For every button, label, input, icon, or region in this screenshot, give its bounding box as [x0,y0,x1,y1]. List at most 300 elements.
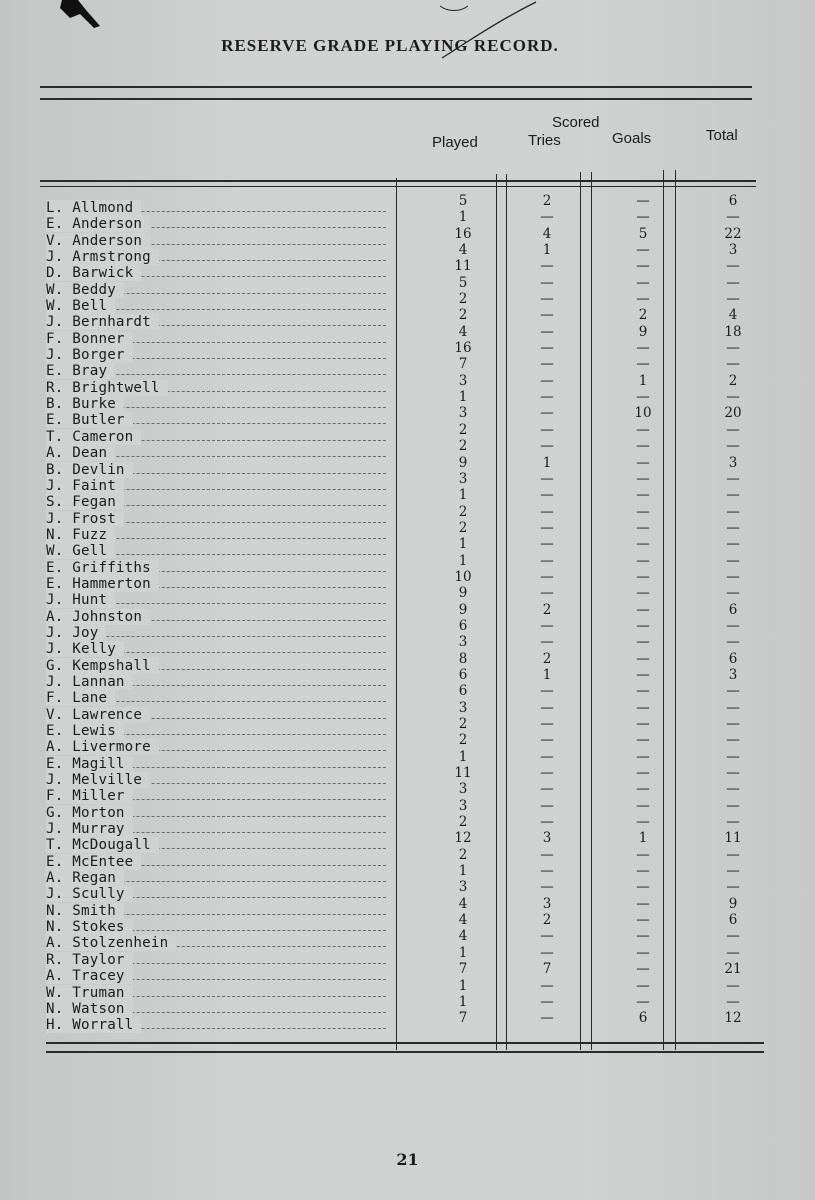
total-cell: — [726,879,740,896]
played-cell: 1 [458,487,468,504]
player-name-column [46,200,386,1034]
total-cell: — [726,209,740,226]
played-cell: 2 [458,503,468,520]
tries-cell: — [540,503,554,520]
player-name: J. Faint [46,477,116,494]
table-row [46,756,386,772]
goals-cell: — [636,258,650,275]
table-row [46,968,386,984]
table-row [46,462,386,478]
total-cell: — [726,716,740,732]
goals-cell: — [636,568,650,585]
player-name: R. Brightwell [46,379,160,396]
table-row [46,527,386,543]
tries-cell: — [540,748,554,765]
tries-cell: — [540,732,554,749]
column-divider [396,178,397,1050]
goals-cell: — [636,454,650,471]
player-name: J. Hunt [46,592,108,609]
tries-cell: — [540,993,554,1010]
player-name: J. Kelly [46,641,116,658]
goals-cell: 1 [638,372,648,389]
total-cell: 22 [724,225,742,242]
table-row [46,805,386,821]
total-cell: — [726,944,740,961]
goals-cell: — [636,340,650,357]
table-row [46,707,386,723]
tries-cell: — [540,716,554,732]
tries-cell: — [540,765,554,782]
total-cell: — [726,503,740,520]
tries-cell: — [540,797,554,814]
player-name: J. Borger [46,347,125,364]
goals-cell: — [636,863,650,880]
played-cell: 1 [458,977,468,994]
table-row [46,200,386,216]
played-cell: 4 [458,242,468,259]
goals-cell: — [636,797,650,814]
table-row [46,494,386,510]
goals-cell: — [636,470,650,487]
table-row [46,690,386,706]
goals-cell: — [636,912,650,929]
player-name: A. Tracey [46,968,125,985]
goals-cell: — [636,536,650,553]
table-row [46,478,386,494]
table-row [46,723,386,739]
table-row [46,511,386,527]
goals-cell: — [636,193,650,209]
tries-cell: — [540,781,554,798]
header-scored: Scored [552,114,600,131]
goals-cell: — [636,846,650,863]
player-name: R. Taylor [46,951,125,968]
tries-cell: — [540,291,554,308]
player-name: V. Anderson [46,232,143,249]
goals-cell: — [636,274,650,291]
tries-cell: — [540,372,554,389]
page-title: RESERVE GRADE PLAYING RECORD. [221,36,559,55]
header-rule [40,180,756,182]
total-cell: 2 [728,372,738,389]
total-cell: — [726,258,740,275]
goals-cell: — [636,781,650,798]
goals-cell: — [636,356,650,373]
goals-cell: — [636,748,650,765]
table-row [46,543,386,559]
table-row [46,1001,386,1017]
goals-cell: — [636,503,650,520]
goals-cell: — [636,650,650,667]
header-tries: Tries [528,132,561,149]
total-cell: 20 [724,405,742,422]
player-name: L. Allmond [46,200,134,216]
table-row [46,870,386,886]
player-name: W. Bell [46,298,108,315]
goals-cell: — [636,977,650,994]
goals-cell: — [636,421,650,438]
played-cell: 1 [458,209,468,226]
player-name: H. Worrall [46,1017,134,1034]
total-cell: — [726,863,740,880]
table-row [46,396,386,412]
total-cell: 12 [724,1010,742,1027]
total-cell: 9 [728,895,738,912]
played-cell: 9 [458,454,468,471]
table-row [46,412,386,428]
player-name: B. Burke [46,396,116,413]
total-cell: — [726,683,740,700]
table-row [46,739,386,755]
tries-cell: — [540,879,554,896]
tries-cell: — [540,568,554,585]
tries-cell: — [540,487,554,504]
goals-cell: — [636,291,650,308]
table-row [46,363,386,379]
played-cell: 6 [458,683,468,700]
player-name: G. Morton [46,804,125,821]
table-row [46,445,386,461]
player-name: E. McEntee [46,853,134,870]
table-row [46,903,386,919]
player-name: E. Magill [46,755,125,772]
tries-cell: — [540,634,554,651]
column-divider [496,174,497,1050]
goals-cell: — [636,944,650,961]
total-cell: — [726,470,740,487]
played-column [430,193,496,1027]
player-name: F. Lane [46,690,108,707]
played-cell: 2 [458,438,468,455]
tries-cell: — [540,405,554,422]
total-cell: — [726,340,740,357]
tries-cell: — [540,307,554,324]
table-row [46,265,386,281]
tries-column [512,193,582,1027]
total-cell: 3 [728,242,738,259]
played-cell: 5 [458,274,468,291]
played-cell: 4 [458,323,468,340]
tries-cell: 1 [542,666,552,683]
player-name: F. Miller [46,788,125,805]
page-number: 21 [396,1150,419,1169]
played-cell: 1 [458,993,468,1010]
played-cell: 7 [458,961,468,978]
goals-cell: — [636,879,650,896]
tries-cell: — [540,421,554,438]
player-name: G. Kempshall [46,657,151,674]
goals-cell: 10 [634,405,652,422]
played-cell: 3 [458,634,468,651]
played-cell: 2 [458,716,468,732]
player-name: A. Johnston [46,608,143,625]
table-row [46,919,386,935]
header-goals: Goals [612,130,652,147]
played-cell: 4 [458,912,468,929]
goals-cell: — [636,438,650,455]
player-name: A. Livermore [46,739,151,756]
player-name: J. Joy [46,624,99,641]
table-row [46,609,386,625]
player-name: A. Dean [46,445,108,462]
played-cell: 12 [454,830,472,847]
player-name: F. Bonner [46,330,125,347]
column-divider [591,172,592,1050]
total-cell: — [726,699,740,716]
total-cell: 6 [728,601,738,618]
goals-cell: — [636,895,650,912]
played-cell: 1 [458,389,468,406]
player-name: B. Devlin [46,461,125,478]
total-cell: — [726,617,740,634]
player-name: J. Armstrong [46,249,151,266]
player-name: J. Bernhardt [46,314,151,331]
total-cell: — [726,585,740,602]
total-cell: 4 [728,307,738,324]
total-cell: — [726,748,740,765]
tries-cell: — [540,863,554,880]
played-cell: 5 [458,193,468,209]
table-row [46,1017,386,1033]
bottom-rule-2 [46,1051,764,1053]
total-cell: 18 [724,323,742,340]
player-name: W. Truman [46,984,125,1001]
goals-cell: — [636,716,650,732]
table-row [46,282,386,298]
header-rule-2 [40,186,756,187]
table-row [46,935,386,951]
table-row [46,641,386,657]
tries-cell: — [540,536,554,553]
table-row [46,216,386,232]
tries-cell: 3 [542,830,552,847]
total-cell: — [726,977,740,994]
total-cell: 6 [728,912,738,929]
tries-cell: 1 [542,242,552,259]
played-cell: 3 [458,372,468,389]
tries-cell: — [540,470,554,487]
player-name: N. Smith [46,902,116,919]
played-cell: 2 [458,814,468,831]
goals-cell: 5 [638,225,648,242]
top-rule [40,86,752,88]
total-cell: — [726,846,740,863]
tries-cell: — [540,323,554,340]
ink-smudge [56,0,106,30]
tries-cell: — [540,209,554,226]
player-name: J. Lannan [46,673,125,690]
total-cell: — [726,421,740,438]
total-cell: — [726,993,740,1010]
played-cell: 2 [458,421,468,438]
player-name: N. Fuzz [46,526,108,543]
total-cell: — [726,487,740,504]
total-cell: 6 [728,193,738,209]
tries-cell: 2 [542,912,552,929]
goals-cell: 6 [638,1010,648,1027]
played-cell: 3 [458,699,468,716]
header-played: Played [432,134,478,151]
table-row [46,331,386,347]
player-name: E. Anderson [46,216,143,233]
played-cell: 3 [458,470,468,487]
header-total: Total [706,127,738,144]
tries-cell: — [540,356,554,373]
table-row [46,233,386,249]
player-name: E. Butler [46,412,125,429]
player-name: A. Regan [46,870,116,887]
tries-cell: — [540,585,554,602]
total-cell: — [726,634,740,651]
table-row [46,985,386,1001]
player-name: J. Murray [46,821,125,838]
total-cell: — [726,568,740,585]
tries-cell: — [540,814,554,831]
goals-cell: — [636,699,650,716]
tries-cell: — [540,438,554,455]
total-cell: 3 [728,666,738,683]
goals-cell: — [636,209,650,226]
goals-cell: — [636,552,650,569]
played-cell: 1 [458,863,468,880]
tries-cell: — [540,683,554,700]
tries-cell: 2 [542,193,552,209]
tries-cell: — [540,552,554,569]
goals-cell: — [636,487,650,504]
player-name: D. Barwick [46,265,134,282]
total-cell: — [726,765,740,782]
player-name: T. McDougall [46,837,151,854]
table-row [46,347,386,363]
played-cell: 4 [458,895,468,912]
total-cell: — [726,814,740,831]
played-cell: 11 [454,258,472,275]
goals-cell: — [636,928,650,945]
goals-cell: 2 [638,307,648,324]
player-name: E. Hammerton [46,575,151,592]
played-cell: 1 [458,552,468,569]
tries-cell: — [540,977,554,994]
player-name: J. Scully [46,886,125,903]
played-cell: 1 [458,748,468,765]
player-name: E. Lewis [46,723,116,739]
tries-cell: — [540,846,554,863]
played-cell: 2 [458,307,468,324]
tries-cell: 2 [542,650,552,667]
player-name: E. Bray [46,363,108,380]
table-row [46,625,386,641]
player-name: W. Gell [46,543,108,560]
table-row [46,298,386,314]
played-cell: 6 [458,617,468,634]
player-name: V. Lawrence [46,706,143,723]
played-cell: 10 [454,568,472,585]
table-row [46,380,386,396]
goals-cell: — [636,683,650,700]
tries-cell: — [540,1010,554,1027]
played-cell: 9 [458,601,468,618]
tries-cell: — [540,519,554,536]
tries-cell: — [540,274,554,291]
table-row [46,592,386,608]
goals-cell: — [636,617,650,634]
goals-cell: — [636,765,650,782]
played-cell: 16 [454,340,472,357]
top-rule-2 [40,98,752,100]
played-cell: 7 [458,356,468,373]
tries-cell: — [540,617,554,634]
tries-cell: — [540,699,554,716]
goals-cell: — [636,993,650,1010]
goals-cell: — [636,601,650,618]
table-row [46,772,386,788]
tries-cell: — [540,258,554,275]
table-row [46,576,386,592]
tries-cell: — [540,340,554,357]
total-cell: 6 [728,650,738,667]
played-cell: 3 [458,781,468,798]
player-name: N. Watson [46,1000,125,1017]
table-row [46,837,386,853]
played-cell: 8 [458,650,468,667]
played-cell: 2 [458,732,468,749]
total-cell: — [726,389,740,406]
table-row [46,249,386,265]
tries-cell: — [540,928,554,945]
total-cell: 3 [728,454,738,471]
total-cell: — [726,274,740,291]
goals-cell: — [636,961,650,978]
played-cell: 3 [458,879,468,896]
goals-cell: — [636,585,650,602]
player-name: T. Cameron [46,428,134,445]
total-cell: — [726,536,740,553]
player-name: J. Frost [46,510,116,527]
table-row [46,821,386,837]
total-cell: 11 [724,830,742,847]
goals-cell: 1 [638,830,648,847]
total-cell: — [726,781,740,798]
tries-cell: 2 [542,601,552,618]
goals-cell: — [636,389,650,406]
played-cell: 2 [458,519,468,536]
total-cell: — [726,519,740,536]
total-cell: — [726,291,740,308]
table-row [46,788,386,804]
played-cell: 6 [458,666,468,683]
table-row [46,658,386,674]
total-cell: — [726,732,740,749]
total-cell: — [726,928,740,945]
played-cell: 2 [458,846,468,863]
total-cell: — [726,356,740,373]
player-name: N. Stokes [46,919,125,936]
table-row [46,952,386,968]
goals-cell: — [636,814,650,831]
player-name: W. Beddy [46,281,116,298]
total-column [680,193,786,1027]
goals-column [596,193,690,1027]
table-row [46,886,386,902]
table-row [46,429,386,445]
column-divider [506,174,507,1050]
played-cell: 1 [458,944,468,961]
tries-cell: 4 [542,225,552,242]
table-row [46,560,386,576]
goals-cell: — [636,242,650,259]
total-cell: — [726,438,740,455]
player-name: S. Fegan [46,494,116,511]
